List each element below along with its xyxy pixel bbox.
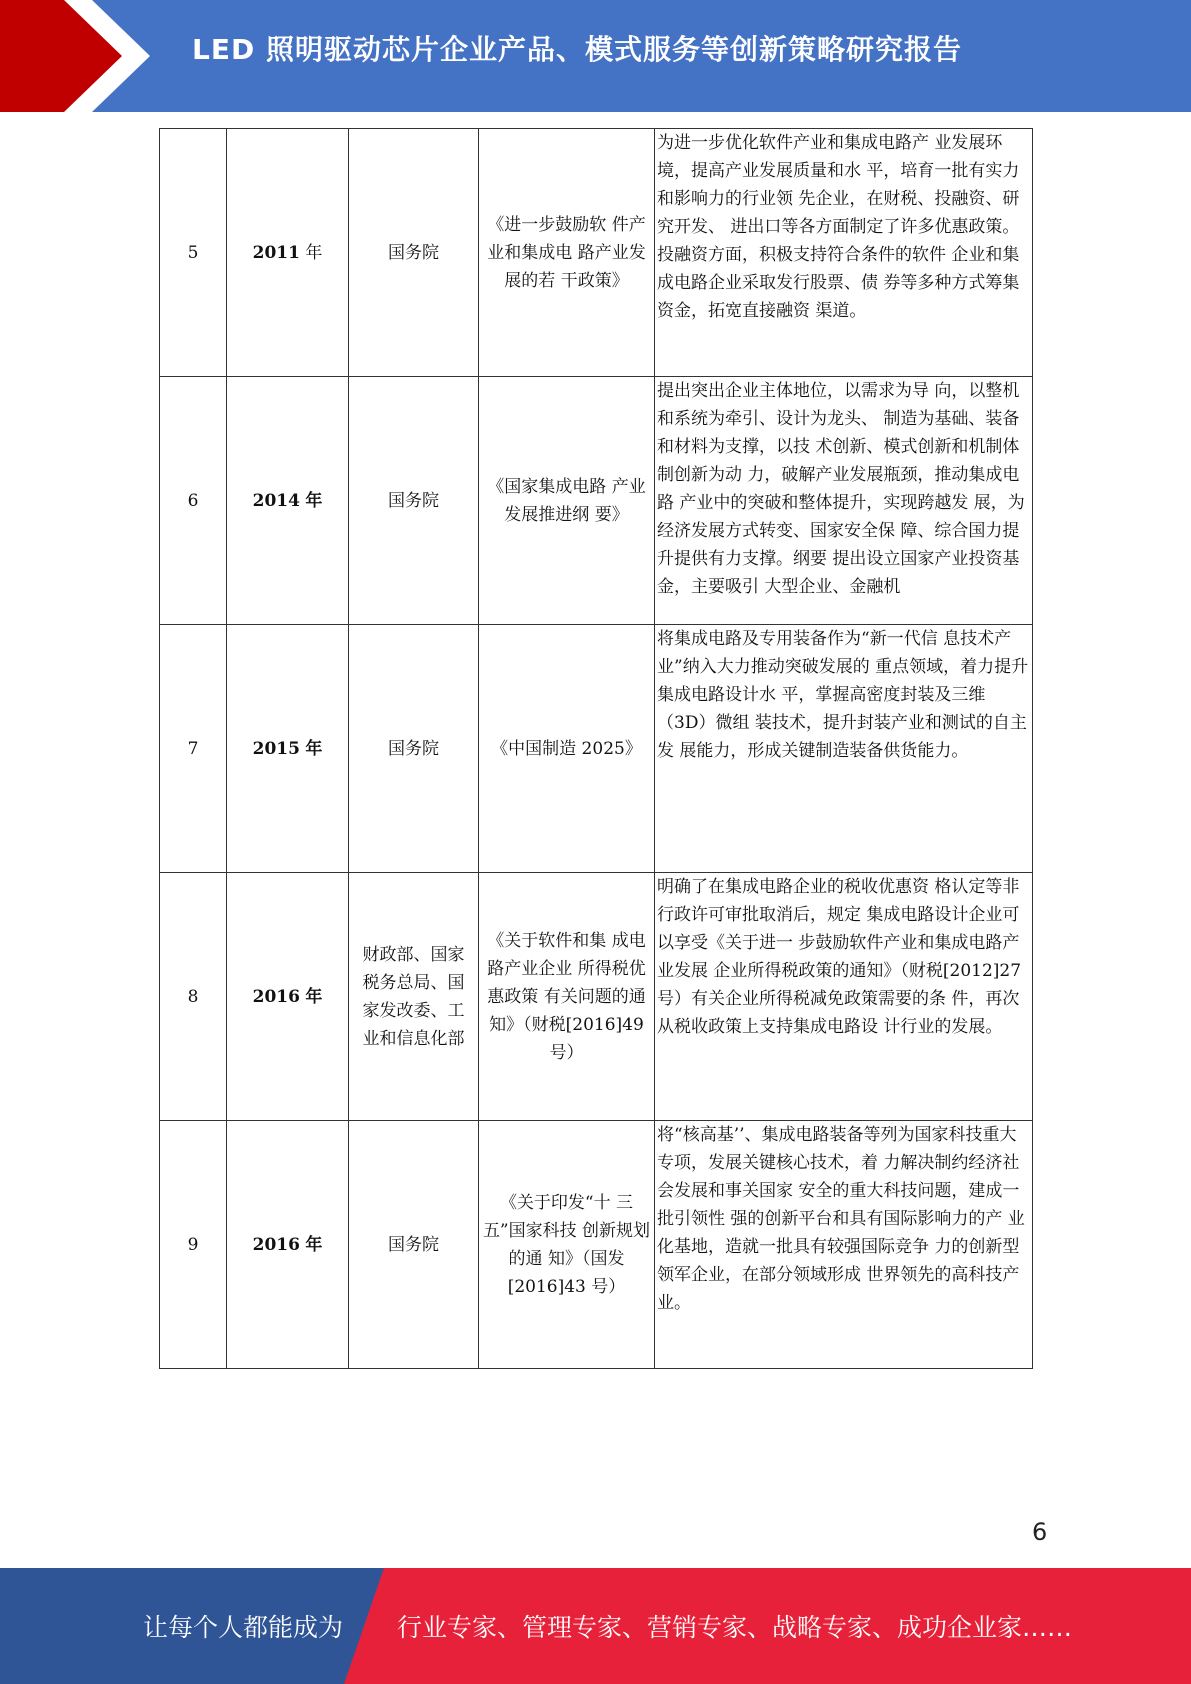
row-policy-title: 《关于印发“十 三五”国家科技 创新规划的通 知》（国发[2016]43 号）	[479, 1121, 655, 1369]
footer-slogan-right: 行业专家、管理专家、营销专家、战略专家、成功企业家……	[397, 1613, 1073, 1642]
row-year	[227, 625, 349, 873]
policy-table	[159, 128, 1033, 1369]
footer-slogan-left: 让每个人都能成为	[143, 1613, 344, 1642]
year-number: 2011	[252, 242, 300, 263]
table-row	[160, 1121, 1033, 1369]
row-description	[655, 873, 1033, 1121]
row-policy-title: 《中国制造 2025》	[479, 625, 655, 873]
row-policy-title: 《关于软件和集 成电路产业企业 所得税优惠政策 有关问题的通 知》（财税[2016]49 号）	[479, 873, 655, 1121]
row-number: 9	[160, 1121, 227, 1369]
description-text: 将“核高基’’、集成电路装备等列为国家科技重大专项，发展关键核心技术，着 力解决制约经济社会发展和事关国家 安全的重大科技问题，建成一批引领性 强的创新平台和具有国际影响力的产 业化基地，造就一批具有较强国际竞争 力的创新型领军企业，在部分领域形成 世界领先的高科技产业。	[657, 1125, 1025, 1313]
page-footer	[0, 1568, 1191, 1684]
year-number: 2016	[252, 1234, 300, 1255]
table-row	[160, 377, 1033, 625]
row-number: 6	[160, 377, 227, 625]
row-issuer: 国务院	[349, 625, 479, 873]
row-year	[227, 377, 349, 625]
year-number: 2016	[252, 986, 300, 1007]
year-number: 2014	[252, 490, 300, 511]
year-unit: 年	[305, 242, 323, 263]
description-text: 将集成电路及专用装备作为“新一代信 息技术产业”纳入大力推动突破发展的 重点领域，着力提升集成电路设计水 平，掌握高密度封装及三维（3D）微组 装技术，提升封装产业和测试的自主发 展能力，形成关键制造装备供货能力。	[657, 629, 1029, 761]
row-policy-title: 《国家集成电路 产业发展推进纲 要》	[479, 377, 655, 625]
row-description	[655, 129, 1033, 377]
table-row	[160, 129, 1033, 377]
description-text: 为进一步优化软件产业和集成电路产 业发展环境，提高产业发展质量和水 平，培育一批有实力和影响力的行业领 先企业，在财税、投融资、研究开发、 进出口等各方面制定了许多优惠政策。 投融资方面，积极支持符合条件的软件 企业和集成电路企业采取发行股票、债 券等多种方式筹集资金，拓宽直接融资 渠道。	[657, 133, 1020, 321]
page-number: 6	[1032, 1518, 1048, 1546]
report-title: LED 照明驱动芯片企业产品、模式服务等创新策略研究报告	[192, 33, 962, 66]
row-issuer: 财政部、国家税务总局、国家发改委、工业和信息化部	[349, 873, 479, 1121]
header-arrow-mark	[0, 0, 160, 112]
year-unit: 年	[305, 738, 323, 759]
year-unit: 年	[305, 490, 323, 511]
row-year	[227, 129, 349, 377]
row-issuer: 国务院	[349, 1121, 479, 1369]
page-header	[0, 0, 1191, 112]
description-text: 明确了在集成电路企业的税收优惠资 格认定等非行政许可审批取消后，规定 集成电路设计企业可以享受《关于进一 步鼓励软件产业和集成电路产业发展 企业所得税政策的通知》（财税[2012]27 号）有关企业所得税减免政策需要的条 件，再次从税收政策上支持集成电路设 计行业的发展。	[657, 877, 1022, 1037]
row-description	[655, 1121, 1033, 1369]
row-year	[227, 1121, 349, 1369]
row-number: 7	[160, 625, 227, 873]
year-unit: 年	[305, 986, 323, 1007]
description-text: 提出突出企业主体地位，以需求为导 向，以整机和系统为牵引、设计为龙头、 制造为基础、装备和材料为支撑，以技 术创新、模式创新和机制体制创新为动 力，破解产业发展瓶颈，推动集成电路 产业中的突破和整体提升，实现跨越发 展，为经济发展方式转变、国家安全保 障、综合国力提升提供有力支撑。纲要 提出设立国家产业投资基金，主要吸引 大型企业、金融机	[657, 381, 1025, 597]
row-policy-title: 《进一步鼓励软 件产业和集成电 路产业发展的若 干政策》	[479, 129, 655, 377]
row-number: 5	[160, 129, 227, 377]
row-issuer: 国务院	[349, 377, 479, 625]
row-issuer: 国务院	[349, 129, 479, 377]
table-row	[160, 625, 1033, 873]
year-unit: 年	[305, 1234, 323, 1255]
year-number: 2015	[252, 738, 300, 759]
table-row	[160, 873, 1033, 1121]
row-number: 8	[160, 873, 227, 1121]
row-description	[655, 377, 1033, 625]
row-description	[655, 625, 1033, 873]
row-year	[227, 873, 349, 1121]
